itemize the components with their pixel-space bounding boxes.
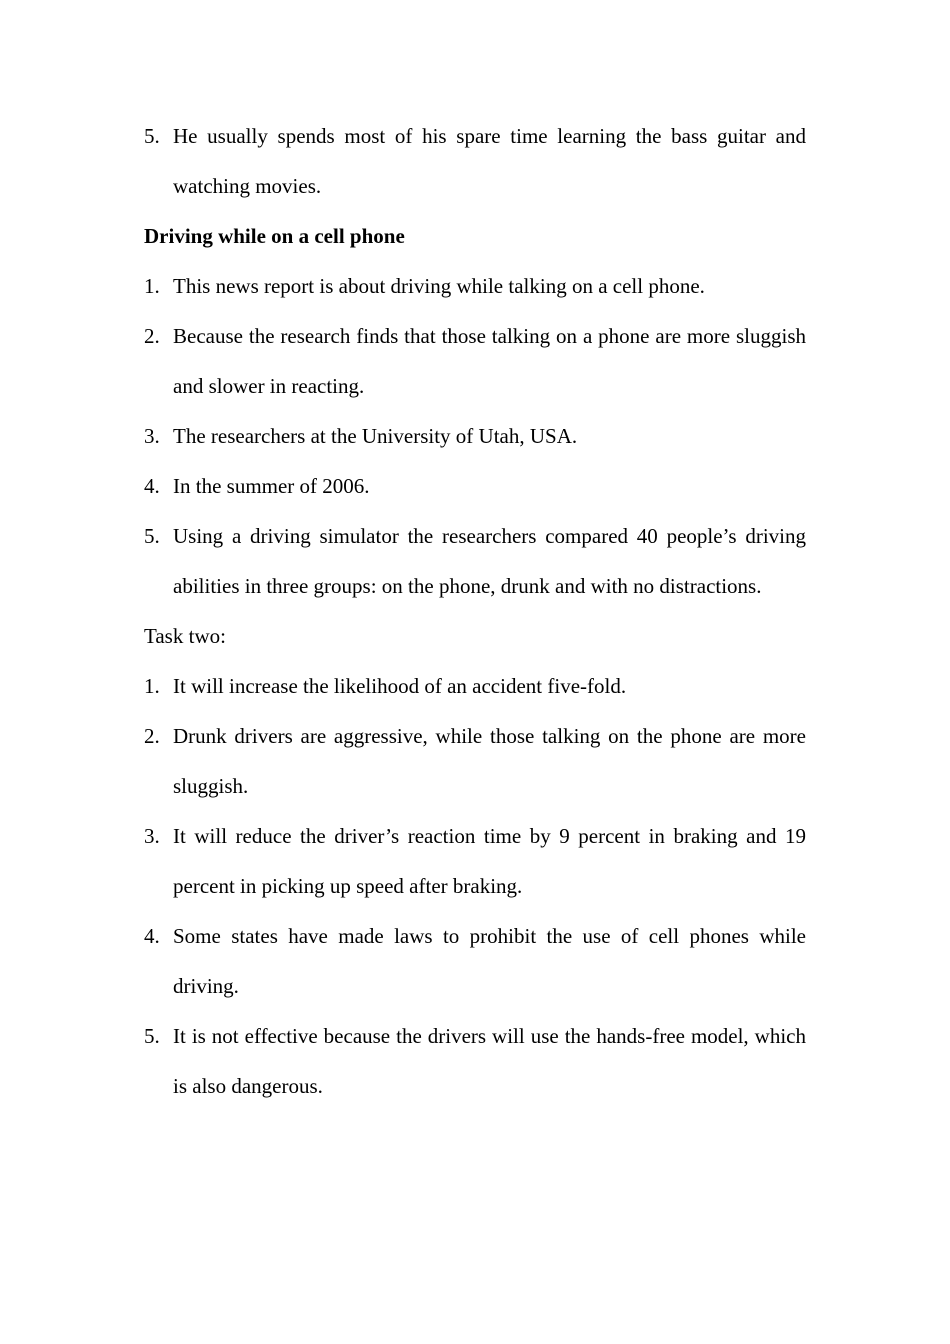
list-item — [144, 111, 806, 211]
item-number: 5. — [144, 1024, 160, 1048]
item-text: Using a driving simulator the researchers compared 40 people’s driving abilities in three groups: on the phone, drunk and with no distractions. — [173, 524, 806, 598]
item-number: 4. — [144, 924, 160, 948]
task-heading: Task two: — [144, 624, 226, 648]
list-item — [144, 461, 806, 511]
list-item — [144, 911, 806, 1011]
item-number: 2. — [144, 324, 160, 348]
item-text: In the summer of 2006. — [173, 474, 370, 498]
item-text: Drunk drivers are aggressive, while those talking on the phone are more sluggish. — [173, 724, 806, 798]
list-item — [144, 311, 806, 411]
item-number: 1. — [144, 274, 160, 298]
item-number: 5. — [144, 524, 160, 548]
list-item — [144, 661, 806, 711]
item-text: Some states have made laws to prohibit the use of cell phones while driving. — [173, 924, 806, 998]
section-heading: Driving while on a cell phone — [144, 224, 405, 248]
item-text: He usually spends most of his spare time learning the bass guitar and watching movies. — [173, 124, 806, 198]
item-text: It is not effective because the drivers will use the hands-free model, which is also dangerous. — [173, 1024, 806, 1098]
list-item — [144, 261, 806, 311]
list-item — [144, 711, 806, 811]
item-text: This news report is about driving while talking on a cell phone. — [173, 274, 705, 298]
item-text: It will reduce the driver’s reaction time by 9 percent in braking and 19 percent in picking up speed after braking. — [173, 824, 806, 898]
item-number: 5. — [144, 124, 160, 148]
item-number: 3. — [144, 424, 160, 448]
item-text: The researchers at the University of Utah, USA. — [173, 424, 578, 448]
item-number: 1. — [144, 674, 160, 698]
item-number: 2. — [144, 724, 160, 748]
item-number: 3. — [144, 824, 160, 848]
list-item — [144, 1011, 806, 1111]
item-text: Because the research finds that those talking on a phone are more sluggish and slower in reacting. — [173, 324, 806, 398]
list-item — [144, 411, 806, 461]
list-item — [144, 811, 806, 911]
document-page — [144, 111, 806, 1111]
item-number: 4. — [144, 474, 160, 498]
item-text: It will increase the likelihood of an accident five-fold. — [173, 674, 627, 698]
list-item — [144, 511, 806, 611]
